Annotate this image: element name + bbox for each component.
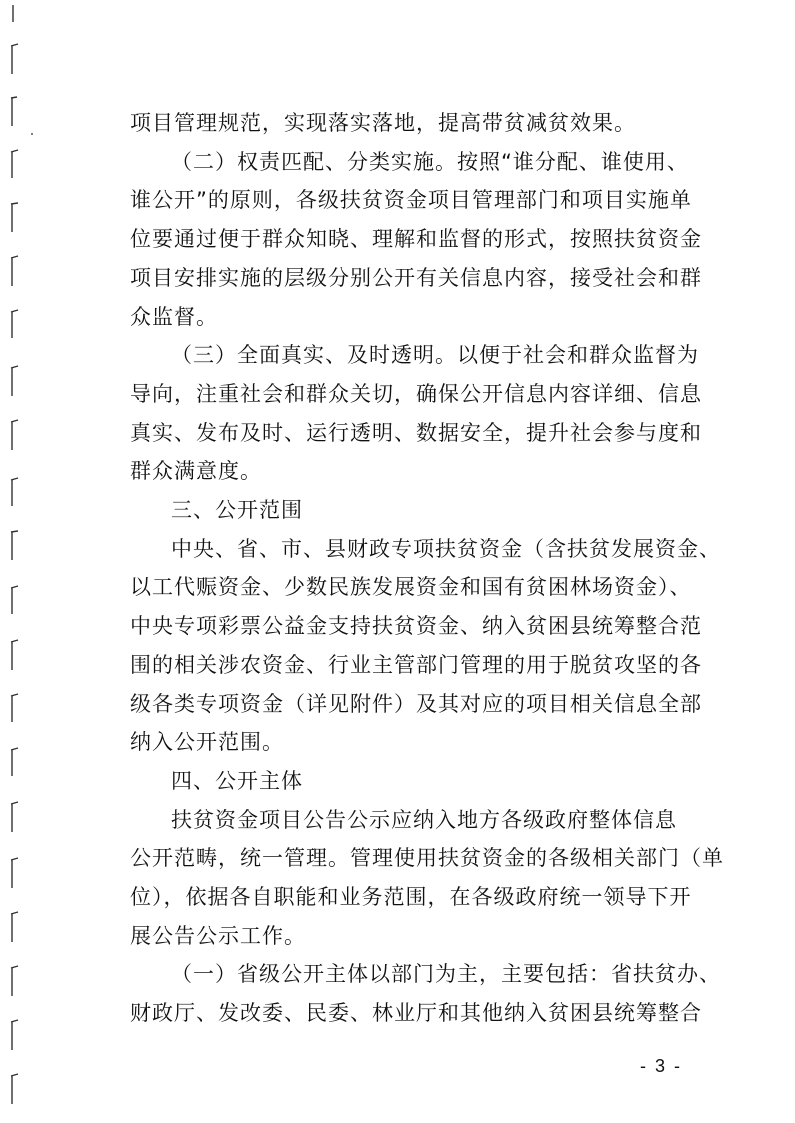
text-line: 中央、省、市、县财政专项扶贫资金（含扶贫发展资金、 [171, 536, 721, 561]
text-line: 级各类专项资金（详见附件）及其对应的项目相关信息全部 [130, 691, 702, 716]
text-line: 展公告公示工作。 [130, 923, 306, 948]
text-line: 群众满意度。 [130, 459, 262, 484]
text-line: 围的相关涉农资金、行业主管部门管理的用于脱贫攻坚的各 [130, 652, 702, 677]
page-number: - 3 - [640, 1056, 683, 1076]
text-line: 以工代赈资金、少数民族发展资金和国有贫困林场资金）、 [130, 575, 692, 600]
text-line: 项目管理规范，实现落实落地，提高带贫减贫效果。 [130, 111, 636, 135]
text-line: （二）权责匹配、分类实施。按照“谁分配、谁使用、 [171, 149, 689, 174]
text-line: 导向，注重社会和群众关切，确保公开信息内容详细、信息 [130, 381, 702, 406]
text-line: （三）全面真实、及时透明。以便于社会和群众监督为 [171, 343, 699, 368]
section-heading: 三、公开范围 [171, 498, 303, 522]
text-line: 位要通过便于群众知晓、理解和监督的形式，按照扶贫资金 [130, 227, 702, 252]
binding-marks [0, 0, 34, 1123]
text-line: 众监督。 [130, 304, 218, 329]
text-line: 扶贫资金项目公告公示应纳入地方各级政府整体信息 [171, 807, 677, 832]
text-line: 谁公开”的原则，各级扶贫资金项目管理部门和项目实施单 [130, 188, 692, 213]
text-line: 位），依据各自职能和业务范围，在各级政府统一领导下开 [130, 885, 692, 909]
text-line: 财政厅、发改委、民委、林业厅和其他纳入贫困县统筹整合 [130, 1001, 702, 1026]
section-heading: 四、公开主体 [171, 768, 303, 793]
text-line: 公开范畴，统一管理。管理使用扶贫资金的各级相关部门（单 [130, 846, 724, 871]
text-line: 中央专项彩票公益金支持扶贫资金、纳入贫困县统筹整合范 [130, 614, 702, 639]
text-line: 项目安排实施的层级分别公开有关信息内容，接受社会和群 [130, 265, 702, 290]
text-line: 纳入公开范围。 [130, 730, 284, 755]
text-line: （一）省级公开主体以部门为主，主要包括：省扶贫办、 [171, 962, 721, 987]
text-line: 真实、发布及时、运行透明、数据安全，提升社会参与度和 [130, 420, 702, 445]
